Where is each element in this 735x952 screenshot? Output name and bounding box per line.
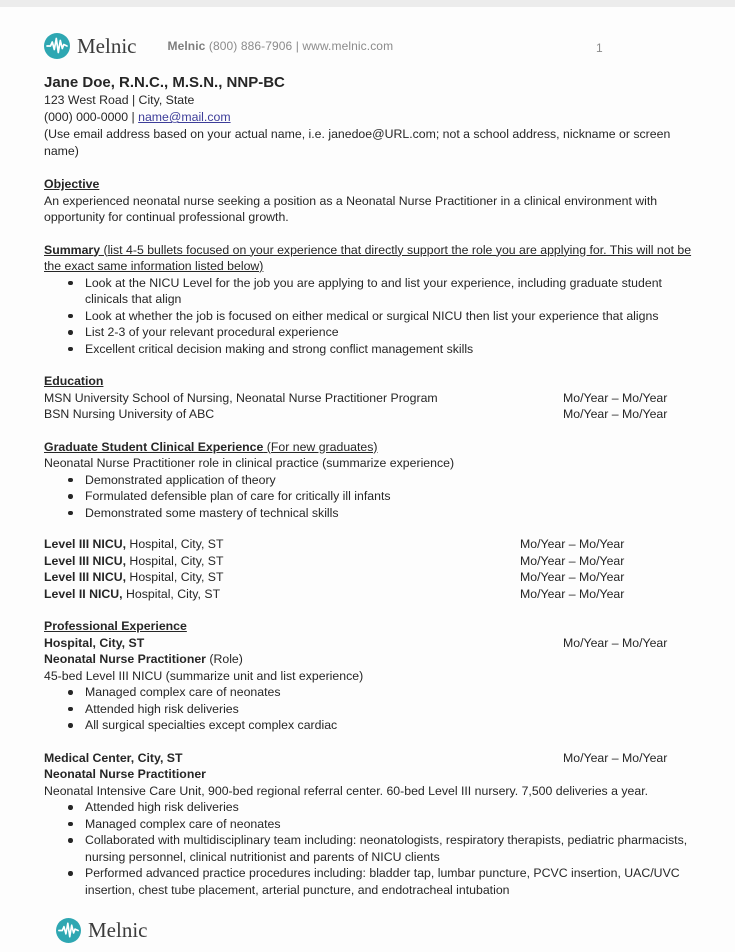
header-brand-name: Melnic <box>77 33 137 58</box>
nicu-level-dates: Mo/Year – Mo/Year <box>520 586 625 601</box>
header-contact-brand: Melnic <box>167 39 206 53</box>
document-header <box>0 7 735 59</box>
section-graduate-experience <box>44 439 693 522</box>
graduate-note: (For new graduates) <box>263 439 378 454</box>
education-heading: Education <box>44 374 104 388</box>
section-education <box>44 373 693 423</box>
nicu-level-location: Hospital, City, ST <box>126 553 224 568</box>
job-title: Neonatal Nurse Practitioner <box>44 767 206 781</box>
page-number: 1 <box>596 41 603 55</box>
header-contact-info <box>167 39 393 53</box>
job-bullet: Attended high risk deliveries <box>44 799 693 816</box>
graduate-bullet: Demonstrated application of theory <box>44 472 693 489</box>
education-row <box>44 390 693 407</box>
job-title-row <box>44 766 693 783</box>
education-school: BSN Nursing University of ABC <box>44 407 215 421</box>
job-employer: Medical Center, City, ST <box>44 750 183 765</box>
email-link[interactable]: name@mail.com <box>138 110 231 124</box>
summary-bullet: List 2-3 of your relevant procedural experience <box>44 324 693 341</box>
graduate-bullet: Formulated defensible plan of care for critically ill infants <box>44 488 693 505</box>
job-employer-row <box>44 750 693 767</box>
objective-text: An experienced neonatal nurse seeking a position as a Neonatal Nurse Practitioner in a clinical environment with opportunity for continual professional growth. <box>44 193 658 224</box>
nicu-level-dates: Mo/Year – Mo/Year <box>520 570 625 584</box>
education-row <box>44 406 693 423</box>
nicu-level-name: Level III NICU, <box>44 570 127 584</box>
page-top-strip <box>0 0 735 7</box>
nicu-level-row <box>44 569 693 586</box>
section-objective <box>44 176 693 226</box>
summary-bullet-list <box>44 275 693 358</box>
objective-heading: Objective <box>44 177 100 191</box>
section-summary <box>44 242 693 358</box>
job-summary: 45-bed Level III NICU (summarize unit and list experience) <box>44 668 364 683</box>
candidate-name: Jane Doe, R.N.C., M.S.N., NNP-BC <box>44 74 285 91</box>
footer-brand-name: Melnic <box>88 918 148 942</box>
job-title: Neonatal Nurse Practitioner <box>44 652 206 666</box>
email-guidance-note: (Use email address based on your actual name, i.e. janedoe@URL.com; not a school address, nickname or screen name) <box>44 127 671 158</box>
education-dates: Mo/Year – Mo/Year <box>563 407 668 421</box>
job-dates: Mo/Year – Mo/Year <box>563 635 668 650</box>
graduate-heading-line <box>44 439 693 456</box>
job-bullet: Managed complex care of neonates <box>44 684 693 701</box>
nicu-level-name: Level III NICU, <box>44 537 127 551</box>
nicu-level-name: Level II NICU, <box>44 586 123 601</box>
nicu-level-dates: Mo/Year – Mo/Year <box>520 553 625 568</box>
job-employer-row <box>44 635 693 652</box>
nicu-level-list <box>44 536 693 602</box>
job-bullet: All surgical specialties except complex cardiac <box>44 717 693 734</box>
education-dates: Mo/Year – Mo/Year <box>563 390 668 405</box>
summary-bullet: Excellent critical decision making and strong conflict management skills <box>44 341 693 358</box>
job-title-row <box>44 651 693 668</box>
nicu-level-name: Level III NICU, <box>44 553 127 568</box>
job-entry <box>44 635 693 734</box>
phone-email-separator: | <box>128 110 139 124</box>
nicu-level-row <box>44 553 693 570</box>
candidate-address: 123 West Road | City, State <box>44 93 195 107</box>
graduate-intro: Neonatal Nurse Practitioner role in clinical practice (summarize experience) <box>44 456 455 470</box>
header-contact-details: (800) 886-7906 | www.melnic.com <box>208 39 394 53</box>
nicu-level-location: Hospital, City, ST <box>122 586 221 601</box>
graduate-bullet-list <box>44 472 693 522</box>
melnic-logo-icon <box>56 918 81 943</box>
job-entry <box>44 750 693 899</box>
summary-bullet: Look at whether the job is focused on either medical or surgical NICU then list your experience that aligns <box>44 308 693 325</box>
nicu-level-row <box>44 536 693 553</box>
job-bullet: Performed advanced practice procedures including: bladder tap, lumbar puncture, PCVC insertion, UAC/UVC insertion, chest tube placement, arterial puncture, and endotracheal intubation <box>44 865 693 898</box>
professional-heading: Professional Experience <box>44 619 187 633</box>
job-dates: Mo/Year – Mo/Year <box>563 750 668 765</box>
education-school: MSN University School of Nursing, Neonatal Nurse Practitioner Program <box>44 390 438 405</box>
melnic-logo-icon <box>44 33 70 59</box>
summary-note: (list 4-5 bullets focused on your experience that directly support the role you are applying for. This will not be the exact same information listed below) <box>44 242 692 273</box>
job-summary: Neonatal Intensive Care Unit, 900-bed regional referral center. 60-bed Level III nursery. 7,500 deliveries a year. <box>44 783 649 798</box>
job-bullet: Collaborated with multidisciplinary team including: neonatologists, respiratory therapists, pediatric pharmacists, nursing personnel, clinical nutritionist and parents of NICU clients <box>44 832 693 865</box>
job-bullet: Managed complex care of neonates <box>44 816 693 833</box>
section-professional-experience <box>44 618 693 898</box>
summary-heading: Summary <box>44 242 101 257</box>
job-bullet-list <box>44 684 693 734</box>
nicu-level-location: Hospital, City, ST <box>126 570 224 584</box>
summary-bullet: Look at the NICU Level for the job you are applying to and list your experience, including graduate student clinicals that align <box>44 275 693 308</box>
graduate-bullet: Demonstrated some mastery of technical skills <box>44 505 693 522</box>
summary-heading-line <box>44 242 693 275</box>
nicu-level-location: Hospital, City, ST <box>126 537 224 551</box>
document-footer <box>0 898 735 943</box>
job-bullet: Attended high risk deliveries <box>44 701 693 718</box>
job-bullet-list <box>44 799 693 898</box>
job-employer: Hospital, City, ST <box>44 635 145 650</box>
job-title-note: (Role) <box>205 652 243 666</box>
graduate-heading: Graduate Student Clinical Experience <box>44 439 264 454</box>
candidate-phone-email <box>44 109 693 126</box>
nicu-level-row <box>44 586 693 603</box>
candidate-phone: (000) 000-0000 <box>44 110 129 124</box>
nicu-level-dates: Mo/Year – Mo/Year <box>520 537 625 551</box>
resume-body <box>0 74 735 898</box>
